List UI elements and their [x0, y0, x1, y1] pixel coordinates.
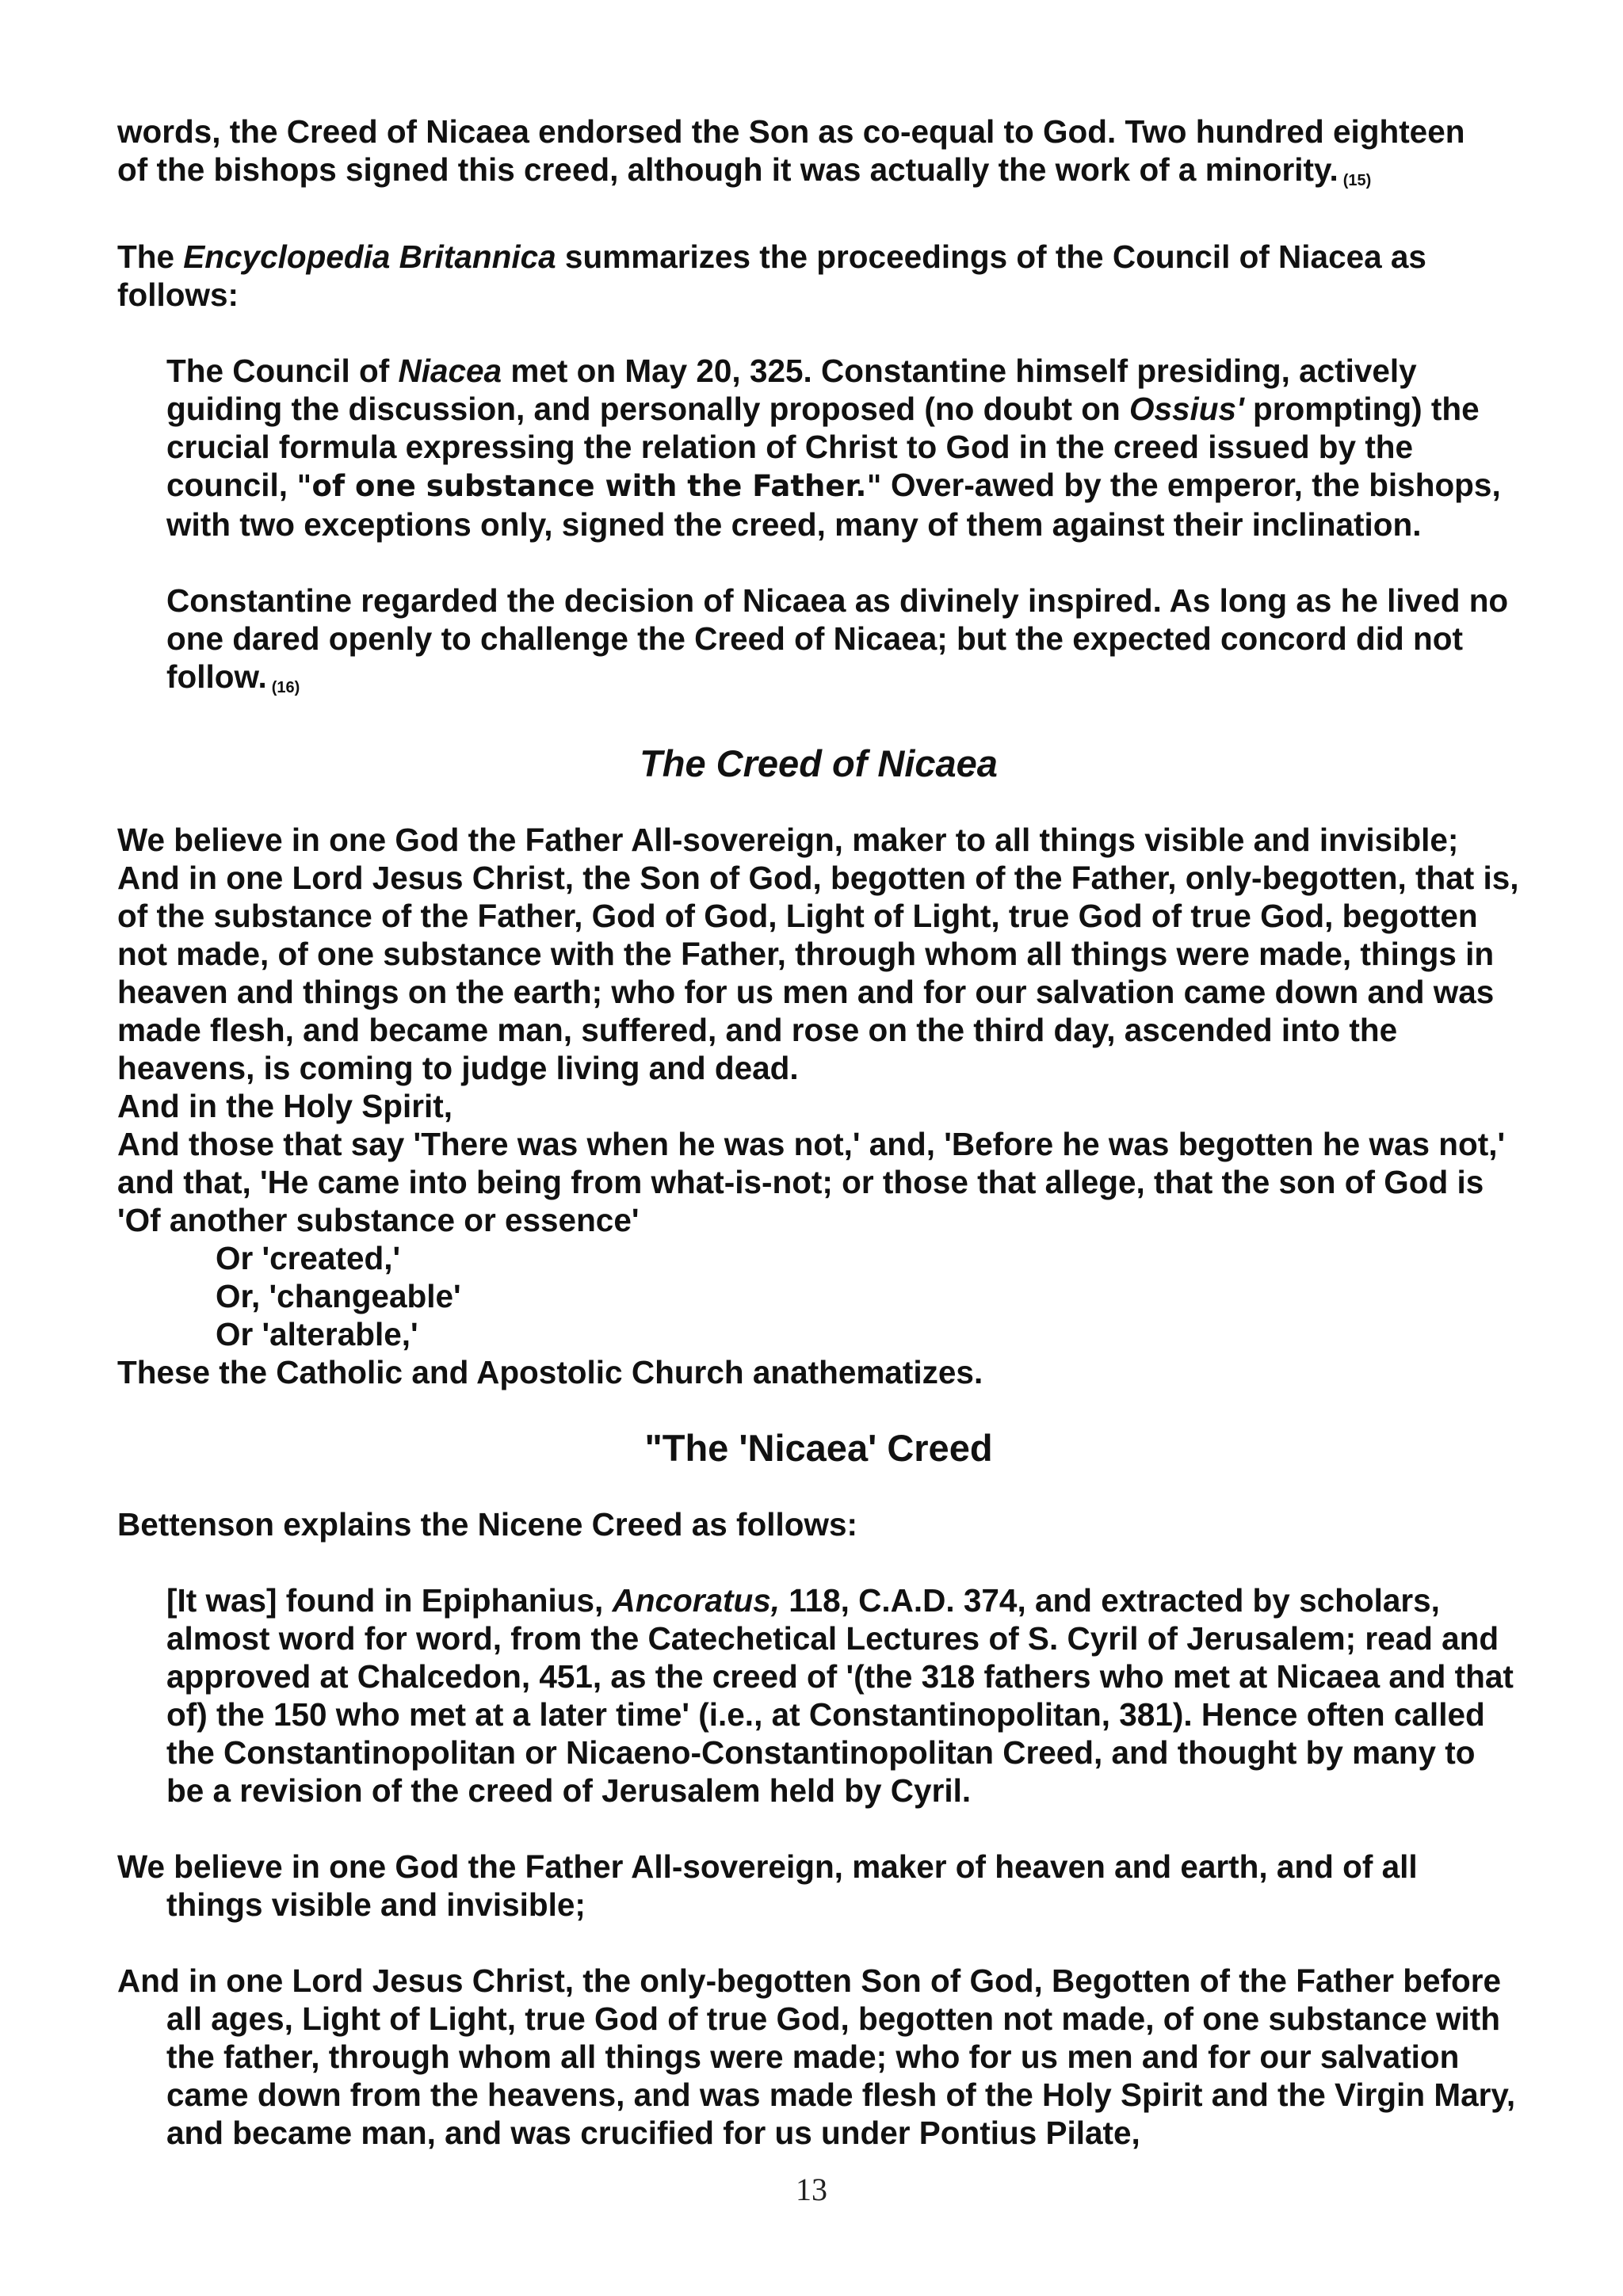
- text-run: The: [117, 238, 184, 275]
- nicene-creed-paragraph: We believe in one God the Father All-sovereign, maker of heaven and earth, and of all things visible and invisible;: [117, 1848, 1418, 1923]
- text-run: Over-awed by the emperor, the bishops, with two exceptions only, signed the creed, many of them against their inclination.: [166, 467, 1501, 543]
- page-number: 13: [796, 2172, 827, 2207]
- creed-body: We believe in one God the Father All-sovereign, maker to all things visible and invisible; And in one Lord Jesus Christ, the Son of God, begotten of the Father, only-begotten, that is, of the substance of the Father, God of God, Light of Light, true God of true God, begotten not made, of one substance with the Father, through whom all things were made, things in heaven and things on the earth; who for us men and for our salvation came down and was made flesh, and became man, suffered, and rose on the third day, ascended into the heavens, is coming to judge living and dead.: [117, 822, 1519, 1086]
- paragraph-bettenson: Bettenson explains the Nicene Creed as follows:: [117, 1506, 857, 1543]
- creed-line: Or 'created,': [216, 1240, 401, 1276]
- italic-work: Ancoratus,: [612, 1582, 781, 1619]
- text-run: [It was] found in Epiphanius,: [166, 1582, 613, 1619]
- text-run: The Council of: [166, 353, 399, 389]
- footnote-marker: (15): [1342, 172, 1372, 189]
- creed-of-nicaea-text: [117, 821, 1520, 1391]
- creed-line: Or 'alterable,': [216, 1316, 418, 1352]
- italic-place: Niacea: [398, 353, 502, 389]
- text-run: summarizes the proceedings of the Council of Niacea as follows:: [117, 238, 1426, 313]
- paragraph-britannica-intro: [117, 238, 1520, 314]
- italic-name: Ossius': [1129, 391, 1244, 427]
- creed-anathema: And those that say 'There was when he was not,' and, 'Before he was begotten he was not,' and that, 'He came into being from what-is-not; or those that allege, that the son of God is 'Of another substance or essence': [117, 1126, 1506, 1238]
- block-quote-council: [117, 352, 1520, 543]
- creed-line: And in the Holy Spirit,: [117, 1088, 453, 1124]
- text-run: 118, C.A.D. 374, and extracted by scholars, almost word for word, from the Catechetical Lectures of S. Cyril of Jerusalem; read and approved at Chalcedon, 451, as the creed of '(the 318 fathers who met at Nicaea and that of) the 150 who met at a later time' (i.e., at Constantinopolitan, 381). Hence often called the Constantinopolitan or Nicaeno-Constantinopolitan Creed, and thought by many to be a revision of the creed of Jerusalem held by Cyril.: [166, 1582, 1514, 1809]
- nicene-creed-paragraph: And in one Lord Jesus Christ, the only-begotten Son of God, Begotten of the Father before all ages, Light of Light, true God of true God, begotten not made, of one substance with the father, through whom all things were made; who for us men and for our salvation came down from the heavens, and was made flesh of the Holy Spirit and the Virgin Mary, and became man, and was crucified for us under Pontius Pilate,: [117, 1962, 1516, 2151]
- section-heading: "The 'Nicaea' Creed: [644, 1427, 993, 1469]
- creed-line: Or, 'changeable': [216, 1278, 461, 1314]
- paragraph-line: words, the Creed of Nicaea endorsed the Son as co-equal to God. Two hundred eighteen: [117, 113, 1465, 150]
- quoted-phrase: "of one substance with the Father.": [296, 469, 882, 503]
- paragraph-creed-endorsement: [117, 113, 1520, 200]
- text-run: Constantine regarded the decision of Nicaea as divinely inspired. As long as he lived no one dared openly to challenge the Creed of Nicaea; but the expected concord did not follow.: [166, 582, 1509, 695]
- footnote-marker: (16): [271, 679, 300, 696]
- block-quote-constantine: [117, 582, 1520, 707]
- document-page: [117, 113, 1520, 2152]
- creed-line: These the Catholic and Apostolic Church anathematizes.: [117, 1354, 983, 1390]
- text-run: met on May 20, 325. Constantine himself presiding, actively guiding the discussion, and personally proposed (no doubt on: [166, 353, 1417, 427]
- paragraph-line: of the bishops signed this creed, although it was actually the work of a minority.: [117, 151, 1338, 188]
- text-run: prompting) the crucial formula expressing the relation of Christ to God in the creed issued by the council,: [166, 391, 1480, 503]
- block-quote-epiphanius: [117, 1581, 1520, 1810]
- section-heading: The Creed of Nicaea: [640, 742, 998, 784]
- italic-title: Encyclopedia Britannica: [183, 238, 556, 275]
